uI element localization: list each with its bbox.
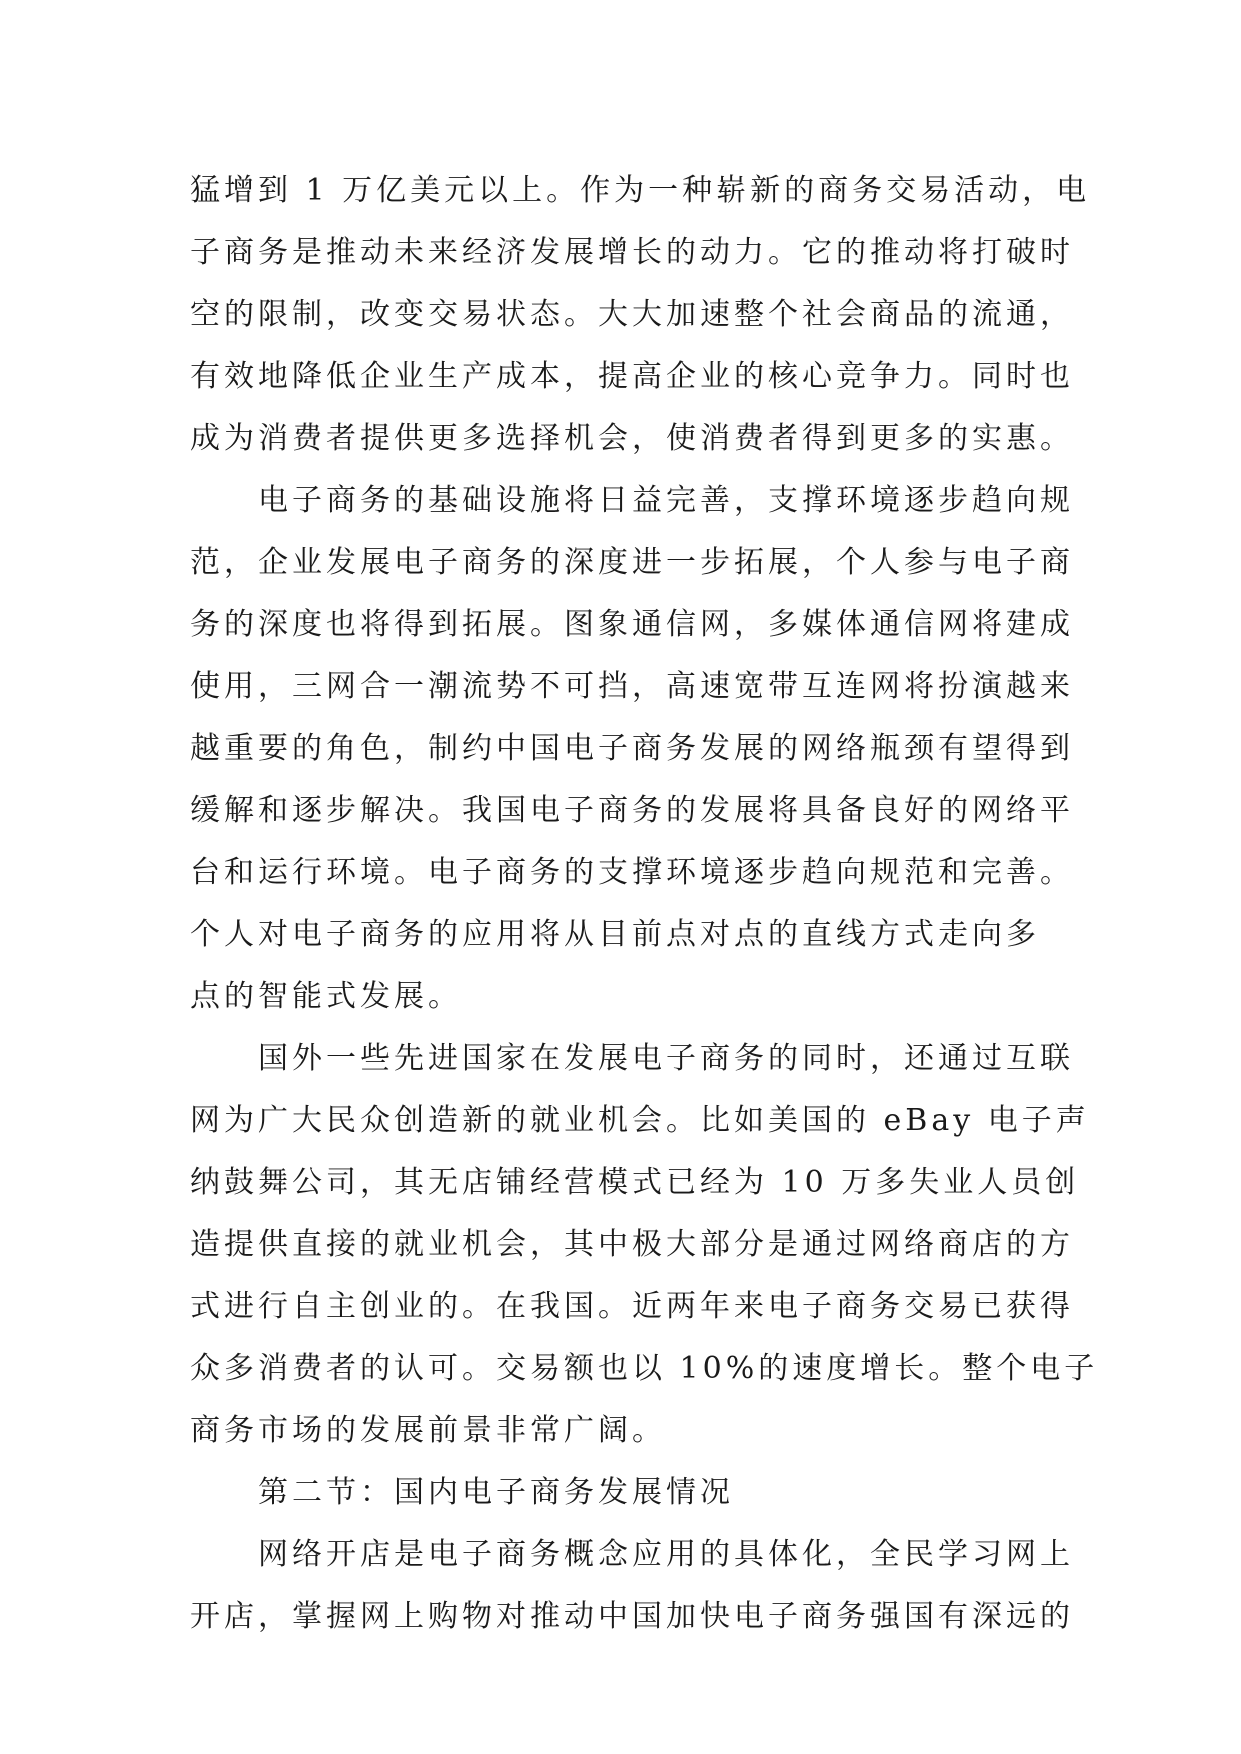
text-line: 缓解和逐步解决。我国电子商务的发展将具备良好的网络平 bbox=[190, 793, 1074, 828]
text-line: 子商务是推动未来经济发展增长的动力。它的推动将打破时 bbox=[190, 235, 1074, 270]
paragraph-first-line: 网络开店是电子商务概念应用的具体化，全民学习网上 bbox=[258, 1537, 1074, 1572]
paragraph-first-line: 国外一些先进国家在发展电子商务的同时，还通过互联 bbox=[258, 1041, 1074, 1076]
text-line: 点的智能式发展。 bbox=[190, 979, 462, 1014]
text-line: 成为消费者提供更多选择机会，使消费者得到更多的实惠。 bbox=[190, 421, 1074, 456]
text-line: 越重要的角色，制约中国电子商务发展的网络瓶颈有望得到 bbox=[190, 731, 1074, 766]
text-line: 开店，掌握网上购物对推动中国加快电子商务强国有深远的 bbox=[190, 1599, 1074, 1634]
text-line: 台和运行环境。电子商务的支撑环境逐步趋向规范和完善。 bbox=[190, 855, 1074, 890]
text-line: 务的深度也将得到拓展。图象通信网，多媒体通信网将建成 bbox=[190, 607, 1074, 642]
document-body bbox=[190, 160, 1099, 1648]
paragraph-first-line: 电子商务的基础设施将日益完善，支撑环境逐步趋向规 bbox=[258, 483, 1074, 518]
text-line: 纳鼓舞公司，其无店铺经营模式已经为 10 万多失业人员创 bbox=[190, 1165, 1080, 1200]
text-line: 造提供直接的就业机会，其中极大部分是通过网络商店的方 bbox=[190, 1227, 1074, 1262]
text-line: 使用，三网合一潮流势不可挡，高速宽带互连网将扮演越来 bbox=[190, 669, 1074, 704]
text-line: 众多消费者的认可。交易额也以 10%的速度增长。整个电子 bbox=[190, 1351, 1099, 1386]
text-line: 有效地降低企业生产成本，提高企业的核心竞争力。同时也 bbox=[190, 359, 1074, 394]
section-heading: 第二节：国内电子商务发展情况 bbox=[258, 1475, 734, 1510]
text-line: 范，企业发展电子商务的深度进一步拓展，个人参与电子商 bbox=[190, 545, 1074, 580]
text-line: 网为广大民众创造新的就业机会。比如美国的 eBay 电子声 bbox=[190, 1103, 1090, 1138]
text-line: 式进行自主创业的。在我国。近两年来电子商务交易已获得 bbox=[190, 1289, 1074, 1324]
text-line: 猛增到 1 万亿美元以上。作为一种崭新的商务交易活动，电 bbox=[190, 173, 1091, 208]
text-line: 空的限制，改变交易状态。大大加速整个社会商品的流通， bbox=[190, 297, 1074, 332]
text-line: 个人对电子商务的应用将从目前点对点的直线方式走向多 bbox=[190, 917, 1040, 952]
text-line: 商务市场的发展前景非常广阔。 bbox=[190, 1413, 666, 1448]
